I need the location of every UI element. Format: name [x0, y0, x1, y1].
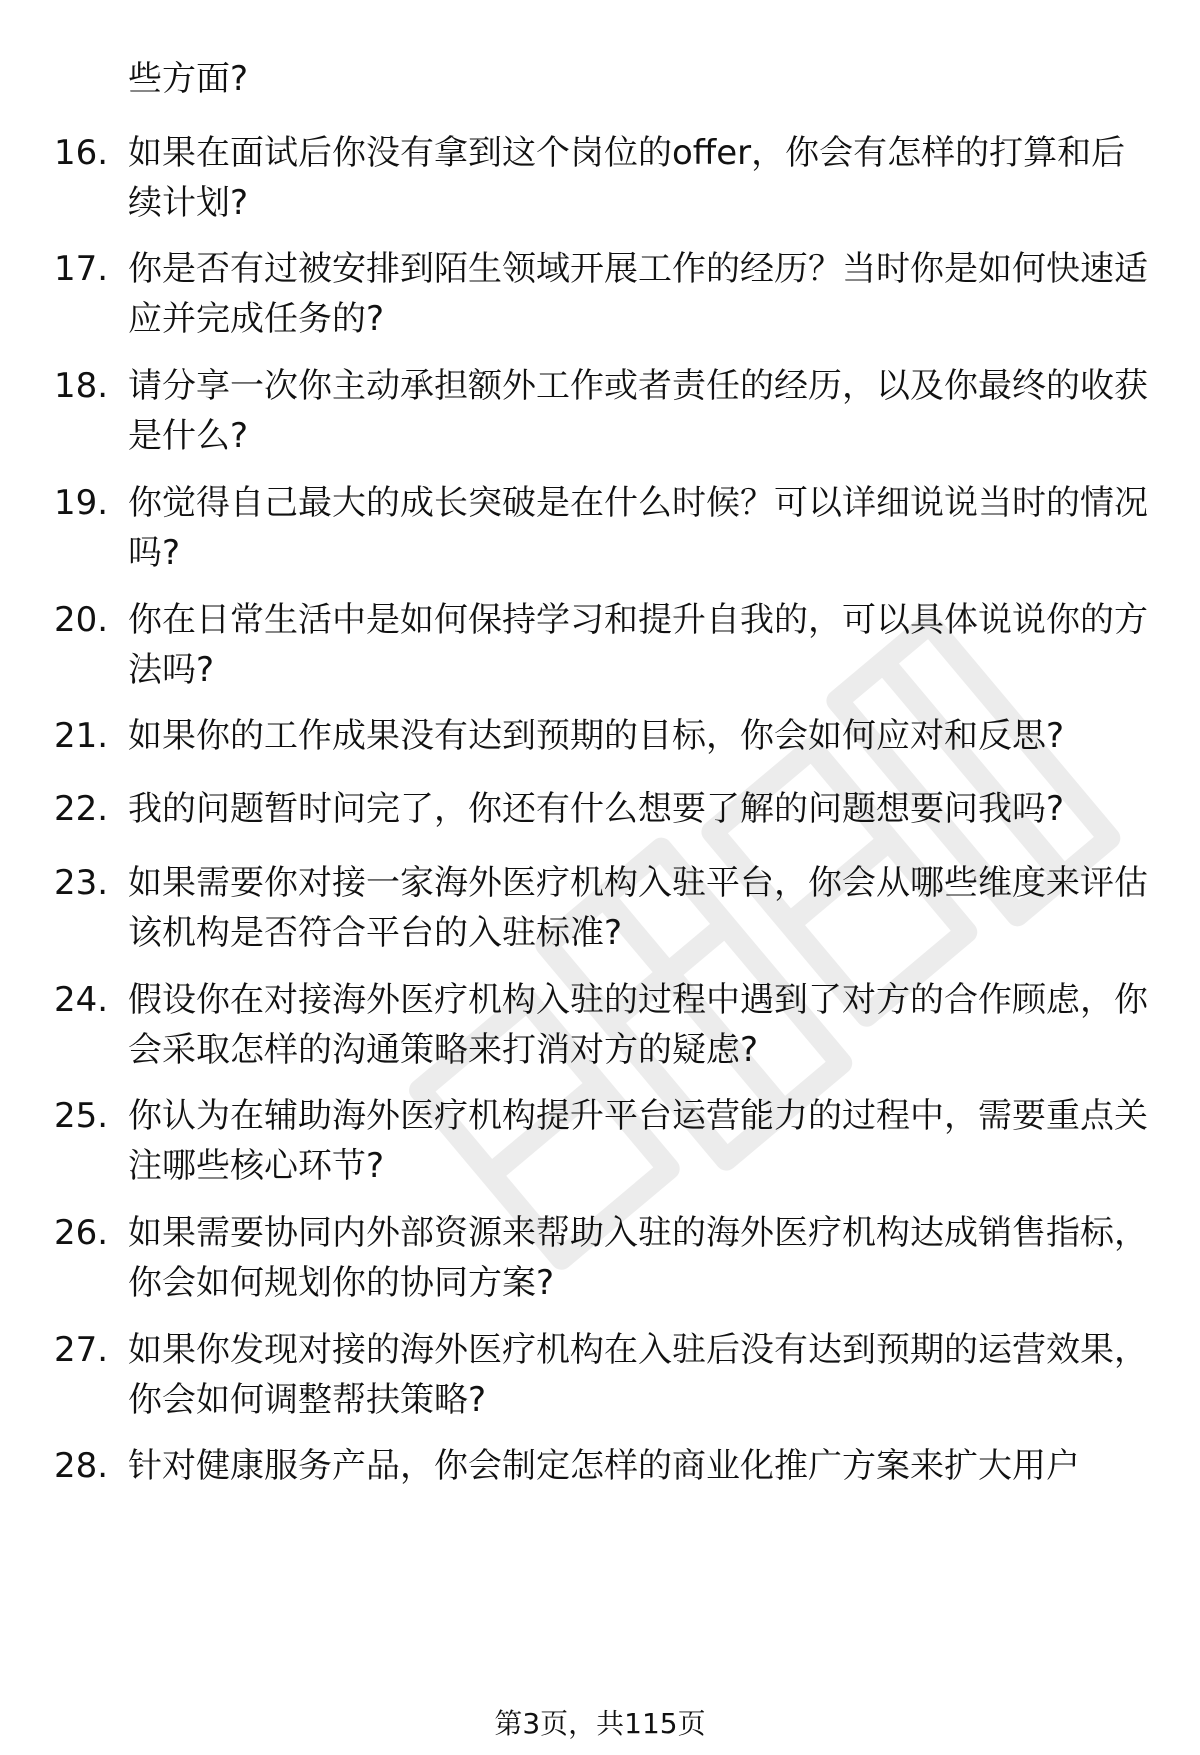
question-text: 如果需要协同内外部资源来帮助入驻的海外医疗机构达成销售指标，你会如何规划你的协同方案?: [128, 1213, 1148, 1303]
question-text: 如果需要你对接一家海外医疗机构入驻平台，你会从哪些维度来评估该机构是否符合平台的入驻标准?: [128, 863, 1148, 953]
question-text: 如果你的工作成果没有达到预期的目标，你会如何应对和反思?: [128, 716, 1065, 756]
question-text: 你认为在辅助海外医疗机构提升平台运营能力的过程中，需要重点关注哪些核心环节?: [128, 1096, 1148, 1186]
question-number: 27.: [54, 1330, 109, 1370]
question-number: 22.: [54, 789, 109, 829]
question-number: 23.: [54, 863, 109, 903]
page-footer: 第3页，共115页: [494, 1707, 706, 1740]
question-number: 17.: [54, 249, 109, 289]
question-text: 你在日常生活中是如何保持学习和提升自我的，可以具体说说你的方法吗?: [128, 600, 1148, 690]
question-number: 16.: [54, 133, 109, 173]
question-number: 18.: [54, 366, 109, 406]
question-number: 28.: [54, 1446, 109, 1486]
question-text: 请分享一次你主动承担额外工作或者责任的经历，以及你最终的收获是什么?: [128, 366, 1148, 456]
question-number: 26.: [54, 1213, 109, 1253]
question-text: 如果在面试后你没有拿到这个岗位的offer，你会有怎样的打算和后续计划?: [128, 133, 1126, 223]
question-text: 你觉得自己最大的成长突破是在什么时候？可以详细说说当时的情况吗?: [128, 483, 1148, 573]
question-number: 24.: [54, 980, 109, 1020]
question-text: 我的问题暂时问完了，你还有什么想要了解的问题想要问我吗?: [128, 789, 1065, 829]
question-text: 你是否有过被安排到陌生领域开展工作的经历？当时你是如何快速适应并完成任务的?: [128, 249, 1148, 339]
question-number: 20.: [54, 600, 109, 640]
question-number: 25.: [54, 1096, 109, 1136]
question-text: 针对健康服务产品，你会制定怎样的商业化推广方案来扩大用户: [128, 1446, 1080, 1486]
question-number: 19.: [54, 483, 109, 523]
question-text: 些方面?: [128, 59, 249, 99]
question-text: 假设你在对接海外医疗机构入驻的过程中遇到了对方的合作顾虑，你会采取怎样的沟通策略来打消对方的疑虑?: [128, 980, 1148, 1070]
question-text: 如果你发现对接的海外医疗机构在入驻后没有达到预期的运营效果，你会如何调整帮扶策略?: [128, 1330, 1148, 1420]
question-number: 21.: [54, 716, 109, 756]
